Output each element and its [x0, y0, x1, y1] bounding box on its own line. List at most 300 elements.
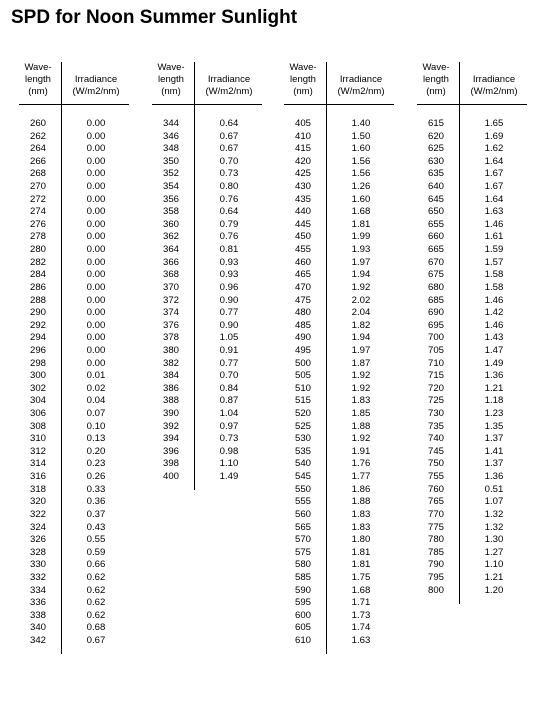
table-row	[19, 358, 129, 371]
wavelength-cell: 334	[29, 584, 46, 596]
irradiance-cell: 0.02	[86, 382, 106, 394]
table-row	[152, 370, 262, 383]
table-row	[284, 358, 394, 371]
table-row	[19, 458, 129, 471]
irradiance-header-line: Irradiance	[207, 74, 251, 86]
wavelength-cell: 332	[29, 571, 46, 583]
irradiance-cell: 0.64	[219, 206, 239, 218]
table-row	[284, 534, 394, 547]
wavelength-cell: 535	[294, 445, 311, 457]
irradiance-cell: 0.00	[86, 168, 106, 180]
irradiance-cell: 0.33	[86, 483, 106, 495]
wavelength-cell: 515	[294, 395, 311, 407]
wavelength-cell: 655	[427, 218, 444, 230]
irradiance-header-line: Irradiance	[339, 74, 383, 86]
wavelength-cell: 460	[294, 256, 311, 268]
irradiance-cell: 0.62	[86, 597, 106, 609]
header-rule	[417, 104, 527, 105]
wavelength-cell: 540	[294, 458, 311, 470]
table-row	[19, 395, 129, 408]
table-row	[152, 181, 262, 194]
irradiance-cell: 0.93	[219, 269, 239, 281]
irradiance-cell: 1.50	[351, 130, 371, 142]
wavelength-cell: 745	[427, 445, 444, 457]
irradiance-cell: 1.99	[351, 231, 371, 243]
table-row	[152, 471, 262, 484]
table-row	[284, 559, 394, 572]
wavelength-cell: 630	[427, 155, 444, 167]
irradiance-cell: 0.98	[219, 445, 239, 457]
wavelength-cell: 378	[162, 332, 179, 344]
irradiance-header-line: (W/m2/nm)	[205, 86, 253, 98]
wavelength-cell: 326	[29, 534, 46, 546]
wavelength-cell: 396	[162, 445, 179, 457]
table-row	[417, 458, 527, 471]
wavelength-cell: 675	[427, 269, 444, 281]
irradiance-cell: 1.65	[484, 118, 504, 129]
irradiance-cell: 0.00	[86, 357, 106, 369]
wavelength-cell: 765	[427, 496, 444, 508]
wavelength-cell: 485	[294, 319, 311, 331]
table-row	[19, 219, 129, 232]
header-rule	[284, 104, 394, 105]
table-row	[284, 572, 394, 585]
table-row	[284, 307, 394, 320]
wavelength-cell: 362	[162, 231, 179, 243]
irradiance-cell: 0.10	[86, 420, 106, 432]
table-row	[417, 118, 527, 131]
wavelength-header-line: (nm)	[28, 86, 48, 98]
wavelength-cell: 360	[162, 218, 179, 230]
wavelength-cell: 555	[294, 496, 311, 508]
wavelength-cell: 318	[29, 483, 46, 495]
table-row	[19, 408, 129, 421]
irradiance-cell: 1.94	[351, 269, 371, 281]
irradiance-cell: 0.68	[86, 622, 106, 634]
table-row	[152, 156, 262, 169]
irradiance-cell: 1.69	[484, 130, 504, 142]
table-row	[19, 446, 129, 459]
header-rule	[19, 104, 129, 105]
table-row	[152, 358, 262, 371]
irradiance-cell: 1.92	[351, 433, 371, 445]
table-row	[284, 622, 394, 635]
irradiance-cell: 1.37	[484, 433, 504, 445]
irradiance-cell: 0.77	[219, 357, 239, 369]
irradiance-header	[461, 62, 527, 115]
irradiance-cell: 1.47	[484, 344, 504, 356]
wavelength-cell: 430	[294, 181, 311, 193]
wavelength-cell: 306	[29, 408, 46, 420]
wavelength-cell: 505	[294, 370, 311, 382]
irradiance-cell: 0.73	[219, 168, 239, 180]
irradiance-cell: 0.04	[86, 395, 106, 407]
wavelength-cell: 525	[294, 420, 311, 432]
wavelength-header	[19, 62, 57, 103]
table-row	[417, 156, 527, 169]
wavelength-cell: 685	[427, 294, 444, 306]
irradiance-cell: 1.63	[484, 206, 504, 218]
irradiance-cell: 1.46	[484, 294, 504, 306]
table-row	[417, 433, 527, 446]
wavelength-cell: 374	[162, 307, 179, 319]
table-row	[284, 395, 394, 408]
irradiance-cell: 1.37	[484, 458, 504, 470]
table-row	[152, 307, 262, 320]
table-row	[284, 257, 394, 270]
irradiance-cell: 0.00	[86, 231, 106, 243]
table-row	[417, 471, 527, 484]
wavelength-cell: 580	[294, 559, 311, 571]
table-row	[152, 194, 262, 207]
table-row	[284, 181, 394, 194]
irradiance-cell: 0.00	[86, 143, 106, 155]
irradiance-cell: 1.21	[484, 571, 504, 583]
table-row	[19, 168, 129, 181]
irradiance-cell: 1.82	[351, 319, 371, 331]
table-row	[152, 446, 262, 459]
irradiance-cell: 1.57	[484, 256, 504, 268]
table-row	[152, 332, 262, 345]
irradiance-cell: 0.59	[86, 546, 106, 558]
wavelength-cell: 382	[162, 357, 179, 369]
wavelength-cell: 800	[427, 584, 444, 596]
wavelength-cell: 760	[427, 483, 444, 495]
wavelength-cell: 392	[162, 420, 179, 432]
wavelength-cell: 665	[427, 244, 444, 256]
wavelength-cell: 415	[294, 143, 311, 155]
table-row	[19, 156, 129, 169]
wavelength-cell: 338	[29, 609, 46, 621]
irradiance-cell: 0.36	[86, 496, 106, 508]
table-row	[19, 522, 129, 535]
irradiance-cell: 1.36	[484, 370, 504, 382]
table-row	[417, 332, 527, 345]
table-row	[417, 295, 527, 308]
wavelength-cell: 795	[427, 571, 444, 583]
table-row	[284, 370, 394, 383]
irradiance-cell: 1.83	[351, 395, 371, 407]
table-row	[284, 156, 394, 169]
table-row	[19, 307, 129, 320]
wavelength-header-line: Wave-	[422, 62, 450, 73]
irradiance-cell: 0.66	[86, 559, 106, 571]
irradiance-cell: 0.73	[219, 433, 239, 445]
irradiance-cell: 1.81	[351, 546, 371, 558]
wavelength-cell: 735	[427, 420, 444, 432]
irradiance-cell: 0.00	[86, 130, 106, 142]
irradiance-cell: 0.00	[86, 218, 106, 230]
table-row	[19, 572, 129, 585]
irradiance-cell: 1.18	[484, 395, 504, 407]
table-row	[284, 421, 394, 434]
table-row	[417, 269, 527, 282]
wavelength-cell: 292	[29, 319, 46, 331]
wavelength-cell: 450	[294, 231, 311, 243]
wavelength-cell: 278	[29, 231, 46, 243]
wavelength-cell: 520	[294, 408, 311, 420]
irradiance-cell: 1.27	[484, 546, 504, 558]
irradiance-cell: 1.60	[351, 193, 371, 205]
wavelength-header	[417, 62, 455, 103]
irradiance-cell: 1.21	[484, 382, 504, 394]
table-row	[417, 320, 527, 333]
irradiance-cell: 1.60	[351, 143, 371, 155]
wavelength-cell: 364	[162, 244, 179, 256]
wavelength-cell: 272	[29, 193, 46, 205]
table-row	[417, 345, 527, 358]
table-row	[284, 496, 394, 509]
irradiance-cell: 1.07	[484, 496, 504, 508]
irradiance-cell: 0.00	[86, 269, 106, 281]
table-row	[19, 269, 129, 282]
table-row	[417, 143, 527, 156]
page-title: SPD for Noon Summer Sunlight	[11, 7, 298, 28]
irradiance-header-line: (W/m2/nm)	[72, 86, 120, 98]
wavelength-header-line: length	[158, 74, 184, 86]
wavelength-cell: 354	[162, 181, 179, 193]
wavelength-cell: 635	[427, 168, 444, 180]
wavelength-cell: 328	[29, 546, 46, 558]
irradiance-cell: 1.86	[351, 483, 371, 495]
table-row	[284, 143, 394, 156]
irradiance-cell: 1.68	[351, 584, 371, 596]
table-row	[19, 534, 129, 547]
wavelength-cell: 346	[162, 130, 179, 142]
table-row	[284, 408, 394, 421]
wavelength-cell: 352	[162, 168, 179, 180]
wavelength-cell: 320	[29, 496, 46, 508]
irradiance-cell: 0.00	[86, 193, 106, 205]
wavelength-header-line: Wave-	[289, 62, 317, 73]
wavelength-header	[152, 62, 190, 103]
wavelength-cell: 372	[162, 294, 179, 306]
wavelength-cell: 336	[29, 597, 46, 609]
wavelength-cell: 595	[294, 597, 311, 609]
wavelength-cell: 605	[294, 622, 311, 634]
wavelength-cell: 755	[427, 471, 444, 483]
wavelength-cell: 310	[29, 433, 46, 445]
wavelength-cell: 366	[162, 256, 179, 268]
wavelength-cell: 690	[427, 307, 444, 319]
irradiance-cell: 0.00	[86, 181, 106, 193]
irradiance-cell: 0.62	[86, 584, 106, 596]
irradiance-cell: 0.00	[86, 206, 106, 218]
wavelength-cell: 400	[162, 471, 179, 483]
table-row	[417, 168, 527, 181]
table-row	[284, 269, 394, 282]
irradiance-cell: 0.62	[86, 609, 106, 621]
wavelength-cell: 620	[427, 130, 444, 142]
wavelength-cell: 465	[294, 269, 311, 281]
wavelength-cell: 510	[294, 382, 311, 394]
irradiance-cell: 0.00	[86, 244, 106, 256]
table-row	[152, 345, 262, 358]
wavelength-cell: 350	[162, 155, 179, 167]
irradiance-cell: 1.05	[219, 332, 239, 344]
irradiance-cell: 1.83	[351, 521, 371, 533]
wavelength-cell: 440	[294, 206, 311, 218]
table-row	[284, 610, 394, 623]
table-row	[152, 282, 262, 295]
irradiance-cell: 1.81	[351, 218, 371, 230]
wavelength-header-line: length	[423, 74, 449, 86]
irradiance-cell: 1.42	[484, 307, 504, 319]
table-row	[19, 610, 129, 623]
table-row	[19, 547, 129, 560]
irradiance-cell: 1.85	[351, 408, 371, 420]
irradiance-cell: 1.63	[351, 634, 371, 646]
irradiance-cell: 0.00	[86, 118, 106, 129]
table-row	[19, 433, 129, 446]
irradiance-cell: 1.43	[484, 332, 504, 344]
table-row	[152, 383, 262, 396]
table-row	[152, 244, 262, 257]
table-row	[284, 446, 394, 459]
wavelength-cell: 342	[29, 634, 46, 646]
table-row	[417, 206, 527, 219]
irradiance-cell: 1.49	[484, 357, 504, 369]
wavelength-cell: 316	[29, 471, 46, 483]
irradiance-cell: 1.75	[351, 571, 371, 583]
irradiance-cell: 0.00	[86, 256, 106, 268]
table-row	[284, 547, 394, 560]
irradiance-cell: 1.49	[219, 471, 239, 483]
table-row	[19, 509, 129, 522]
irradiance-header-line: Irradiance	[74, 74, 118, 86]
table-row	[284, 244, 394, 257]
irradiance-cell: 1.46	[484, 218, 504, 230]
irradiance-cell: 0.13	[86, 433, 106, 445]
wavelength-cell: 490	[294, 332, 311, 344]
table-row	[417, 358, 527, 371]
table-row	[417, 547, 527, 560]
table-row	[417, 446, 527, 459]
table-row	[284, 295, 394, 308]
table-row	[284, 458, 394, 471]
irradiance-cell: 1.62	[484, 143, 504, 155]
wavelength-header-line: (nm)	[426, 86, 446, 98]
table-row	[19, 332, 129, 345]
irradiance-cell: 0.07	[86, 408, 106, 420]
wavelength-cell: 750	[427, 458, 444, 470]
table-row	[152, 408, 262, 421]
wavelength-cell: 384	[162, 370, 179, 382]
irradiance-cell: 0.80	[219, 181, 239, 193]
wavelength-cell: 560	[294, 508, 311, 520]
wavelength-cell: 445	[294, 218, 311, 230]
wavelength-cell: 775	[427, 521, 444, 533]
table-row	[19, 585, 129, 598]
table-row	[19, 345, 129, 358]
table-row	[284, 332, 394, 345]
irradiance-cell: 0.00	[86, 344, 106, 356]
irradiance-cell: 0.62	[86, 571, 106, 583]
table-row	[284, 471, 394, 484]
irradiance-header-line: (W/m2/nm)	[470, 86, 518, 98]
table-row	[19, 295, 129, 308]
irradiance-cell: 0.00	[86, 319, 106, 331]
irradiance-cell: 1.76	[351, 458, 371, 470]
irradiance-cell: 1.32	[484, 521, 504, 533]
wavelength-cell: 500	[294, 357, 311, 369]
wavelength-cell: 725	[427, 395, 444, 407]
table-row	[417, 585, 527, 598]
table-row	[417, 484, 527, 497]
irradiance-cell: 1.30	[484, 534, 504, 546]
header-rule	[152, 104, 262, 105]
wavelength-cell: 322	[29, 508, 46, 520]
irradiance-cell: 0.90	[219, 294, 239, 306]
table-row	[284, 635, 394, 648]
table-rows	[19, 118, 129, 648]
wavelength-cell: 700	[427, 332, 444, 344]
table-row	[417, 534, 527, 547]
irradiance-cell: 1.61	[484, 231, 504, 243]
wavelength-cell: 720	[427, 382, 444, 394]
wavelength-cell: 340	[29, 622, 46, 634]
table-row	[19, 257, 129, 270]
irradiance-cell: 0.01	[86, 370, 106, 382]
wavelength-cell: 455	[294, 244, 311, 256]
table-row	[417, 421, 527, 434]
table-row	[417, 282, 527, 295]
wavelength-cell: 600	[294, 609, 311, 621]
table-row	[19, 131, 129, 144]
table-row	[19, 597, 129, 610]
irradiance-cell: 1.64	[484, 155, 504, 167]
table-row	[19, 496, 129, 509]
irradiance-cell: 0.00	[86, 155, 106, 167]
wavelength-cell: 650	[427, 206, 444, 218]
table-row	[19, 471, 129, 484]
table-row	[284, 194, 394, 207]
table-row	[284, 522, 394, 535]
irradiance-cell: 1.56	[351, 155, 371, 167]
wavelength-cell: 398	[162, 458, 179, 470]
wavelength-cell: 348	[162, 143, 179, 155]
wavelength-header-line: (nm)	[293, 86, 313, 98]
irradiance-cell: 1.10	[484, 559, 504, 571]
wavelength-cell: 380	[162, 344, 179, 356]
wavelength-cell: 680	[427, 281, 444, 293]
wavelength-cell: 276	[29, 218, 46, 230]
table-row	[19, 194, 129, 207]
table-row	[417, 244, 527, 257]
wavelength-cell: 705	[427, 344, 444, 356]
wavelength-header-line: length	[290, 74, 316, 86]
wavelength-cell: 356	[162, 193, 179, 205]
wavelength-cell: 550	[294, 483, 311, 495]
irradiance-cell: 2.04	[351, 307, 371, 319]
table-row	[417, 219, 527, 232]
table-row	[19, 484, 129, 497]
table-row	[284, 383, 394, 396]
table-row	[417, 559, 527, 572]
wavelength-cell: 268	[29, 168, 46, 180]
table-row	[152, 257, 262, 270]
irradiance-cell: 2.02	[351, 294, 371, 306]
table-row	[284, 168, 394, 181]
wavelength-cell: 358	[162, 206, 179, 218]
wavelength-cell: 420	[294, 155, 311, 167]
irradiance-header-line: (W/m2/nm)	[337, 86, 385, 98]
irradiance-cell: 0.93	[219, 256, 239, 268]
irradiance-cell: 0.76	[219, 193, 239, 205]
table-row	[19, 421, 129, 434]
wavelength-cell: 785	[427, 546, 444, 558]
table-row	[19, 231, 129, 244]
